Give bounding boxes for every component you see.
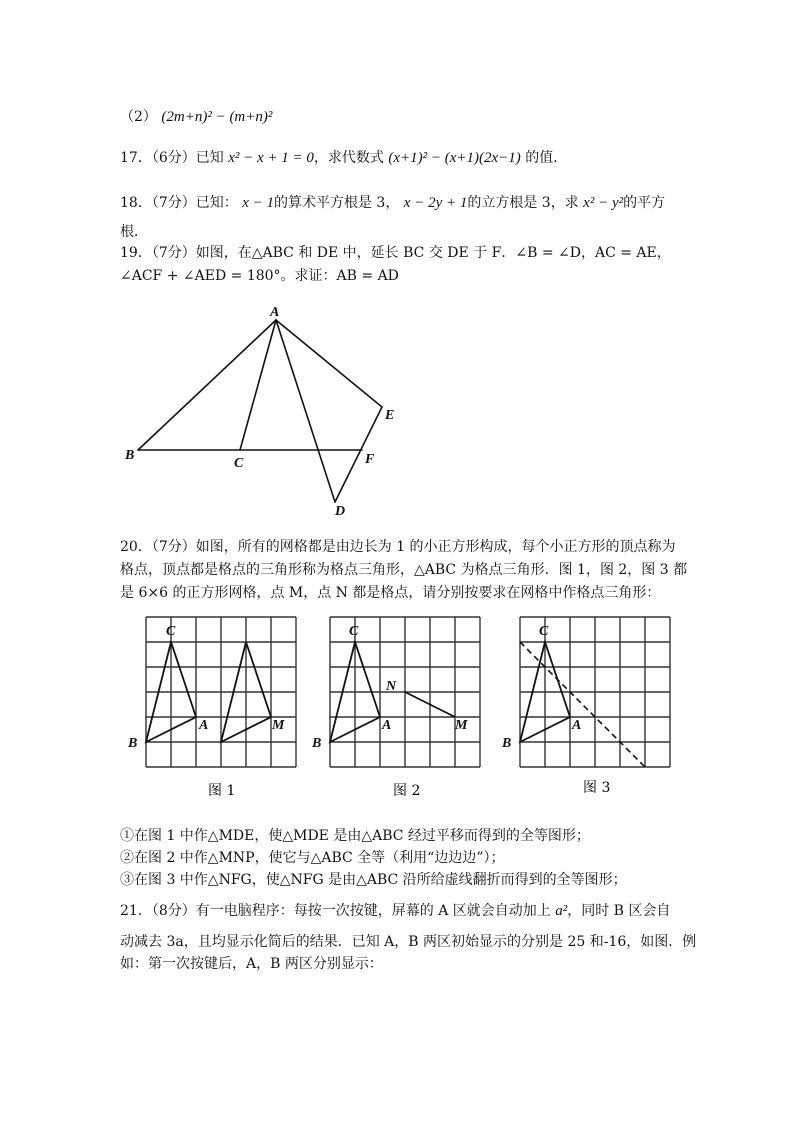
segment-ac — [240, 320, 276, 450]
segment-ed — [335, 407, 382, 502]
point-label: C — [166, 624, 176, 639]
problem21-line3: 如：第一次按键后，A，B 两区分别显示： — [120, 956, 383, 972]
segment-ad — [276, 320, 335, 502]
point-label: B — [312, 736, 322, 751]
point-label: C — [539, 624, 549, 639]
point-label: B — [125, 448, 135, 463]
grid-figure-2 — [311, 617, 480, 799]
problem16-expression: (2m+n)² − (m+n)² — [161, 109, 273, 125]
point-label: B — [128, 736, 138, 751]
problem17-expression: (x+1)² − (x+1)(2x−1) — [388, 150, 521, 166]
problem19-line1: 19．（7分）如图，在△ABC 和 DE 中，延长 BC 交 DE 于 F．∠B = ∠D，AC = AE， — [120, 245, 671, 261]
fold-line — [520, 642, 645, 767]
segment-ab — [138, 320, 276, 450]
problem18-line2: 根． — [120, 224, 148, 240]
point-label: E — [385, 408, 395, 423]
point-label: M — [455, 718, 468, 733]
problem21-line2: 动减去 3a，且均显示化简后的结果．已知 A，B 两区初始显示的分别是 25 和-16，如图．例 — [120, 934, 697, 950]
point-label: N — [386, 679, 397, 694]
problem20-figures — [120, 605, 680, 810]
point-label: A — [572, 718, 582, 733]
problem21-line1: 21．（8分）有一电脑程序：每按一次按键，屏幕的 A 区就会自动加上 a²，同时 B 区会自 — [120, 903, 671, 919]
problem19-figure — [120, 295, 420, 520]
point-label: D — [335, 504, 346, 519]
problem20-task-2: ②在图 2 中作△MNP，使它与△ABC 全等（利用“边边边”）； — [120, 850, 505, 866]
problem20-task-1: ①在图 1 中作△MDE，使△MDE 是由△ABC 经过平移而得到的全等图形； — [120, 828, 590, 844]
problem17-equation: x² − x + 1 = 0 — [228, 150, 314, 166]
problem19-line2: ∠ACF + ∠AED = 180°。求证：AB = AD — [120, 268, 399, 284]
grid-caption: 图 3 — [583, 780, 611, 796]
grid-caption: 图 2 — [393, 783, 421, 799]
point-label: B — [502, 736, 512, 751]
problem20-line1: 20．（7分）如图，所有的网格都是由边长为 1 的小正方形构成，每个小正方形的顶点称为 — [120, 539, 676, 555]
segment-ae — [276, 320, 382, 407]
point-label: A — [270, 305, 280, 320]
problem20-line3: 是 6×6 的正方形网格，点 M，点 N 都是格点，请分别按要求在网格中作格点三角形： — [120, 585, 661, 601]
point-label: A — [382, 718, 392, 733]
point-label: F — [365, 452, 375, 467]
problem20-line2: 格点，顶点都是格点的三角形称为格点三角形，△ABC 为格点三角形．图 1，图 2，图 3 都 — [120, 562, 688, 578]
grid-figure-1 — [127, 617, 296, 799]
problem18-line1: 18．（7分）已知： x − 1的算术平方根是 3， x − 2y + 1的立方根是 3，求 x² − y²的平方 — [120, 195, 666, 211]
point-label: C — [349, 624, 359, 639]
problem17: 17．（6分）已知 x² − x + 1 = 0，求代数式 (x+1)² − (x+1)(2x−1) 的值． — [120, 150, 568, 166]
problem16-part2: （2） (2m+n)² − (m+n)² — [120, 109, 273, 125]
point-label: M — [272, 718, 285, 733]
grid-caption: 图 1 — [208, 783, 236, 799]
point-label: C — [234, 456, 244, 471]
point-label: A — [199, 718, 209, 733]
grid-figure-3 — [501, 617, 670, 796]
problem20-task-3: ③在图 3 中作△NFG，使△NFG 是由△ABC 沿所给虚线翻折而得到的全等图形； — [120, 872, 627, 888]
